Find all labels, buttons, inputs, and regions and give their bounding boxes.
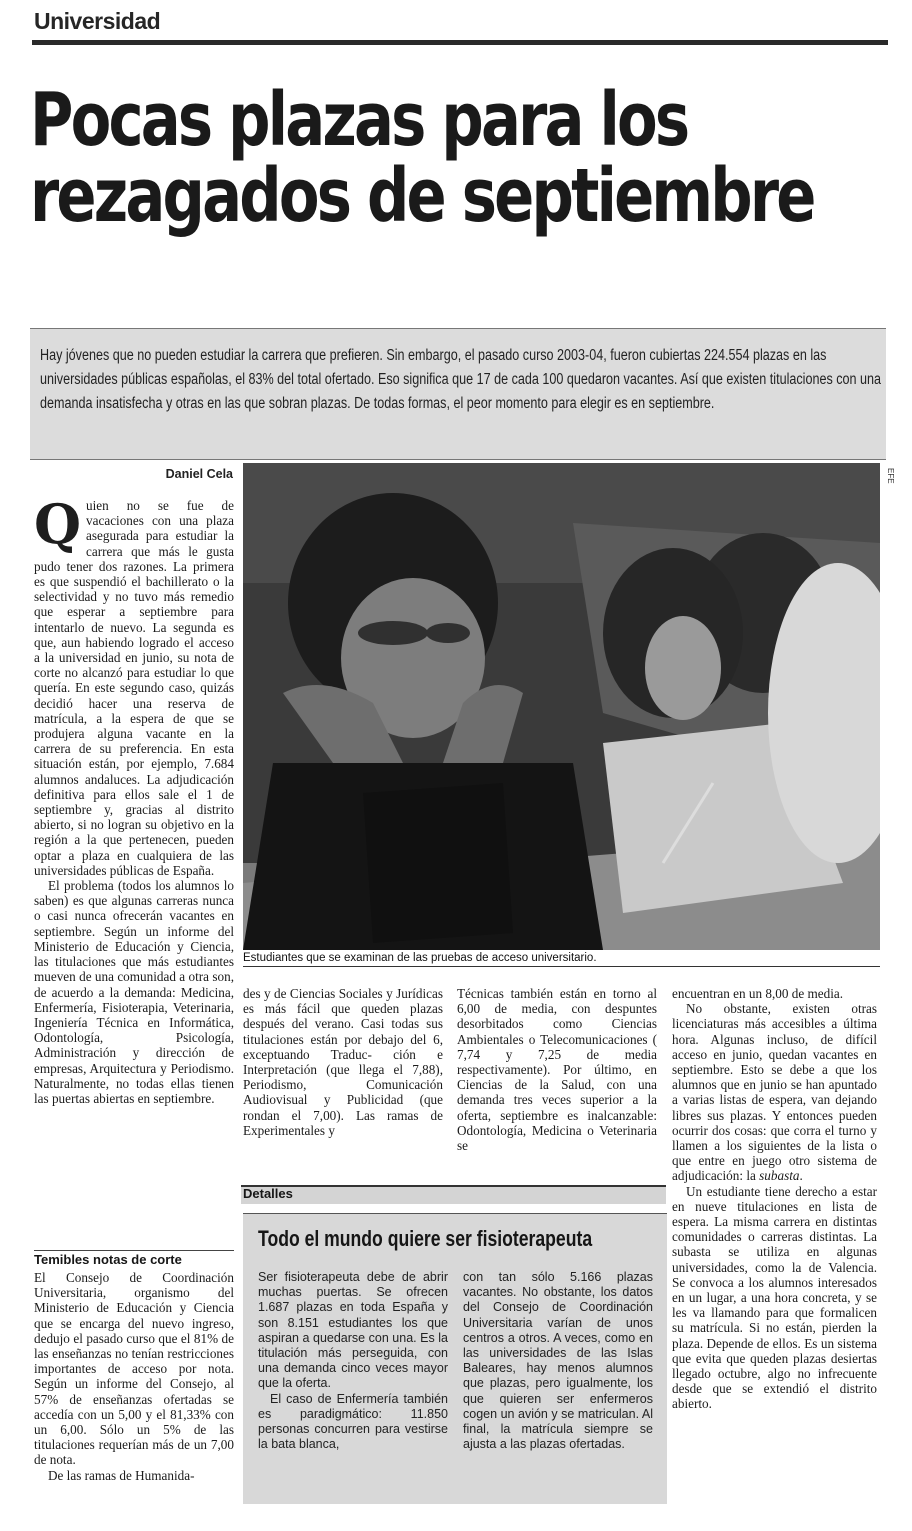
article-column-1 <box>34 492 234 1106</box>
column-3-text: Técnicas también están en torno al 6,00 de media, con despuntes desorbitados como Ciencias Ambientales o Telecomunicaciones ( 7,74 y 7,25 de media respectivamente). Por último, en Ciencias de la Salud, con una demanda tres veces superior a la oferta, septiembre es inalcanzable: Odontología, Medicina o Veterinaria se <box>457 986 657 1154</box>
headline <box>30 77 814 239</box>
section-label: Universidad <box>34 8 161 34</box>
article-column-3 <box>457 986 657 1153</box>
column-4-paragraph-2 <box>672 1001 877 1183</box>
article-paragraph-1 <box>34 492 234 878</box>
details-label: Detalles <box>243 1186 293 1201</box>
students-exam-illustration <box>243 463 880 950</box>
sidebar-column-1 <box>258 1270 448 1452</box>
column-4-paragraph-1: encuentran en un 8,00 de media. <box>672 986 844 1001</box>
lead-paragraph: Hay jóvenes que no pueden estudiar la carrera que prefieren. Sin embargo, el pasado curso 2003-04, fueron cubiertas 224.554 plazas en las universidades públicas españolas, el 83% del total ofertado. Eso significa que 17 de cada 100 quedaron vacantes. Así que existen titulaciones con una demanda insatisfecha y otras en las que sobran plazas. De todas formas, el peor momento para elegir es en septiembre. <box>40 347 882 412</box>
headline-line-1: Pocas plazas para los <box>30 77 688 163</box>
paragraph-1-text: uien no se fue de vacaciones con una plaza asegurada para estudiar la carrera que más le gusta pudo tener dos razones. La primera es que suspendió el bachillerato o la selectividad y no tuvo más remedio que esperar a septiembre para intentarlo de nuevo. La segunda es que, aun habiendo logrado el acceso a la universidad en junio, su nota de corte no alcanzó para estudiar lo que quería. En este segundo caso, quizás decidió hacer una reserva de matrícula, a la espera de que se produjera alguna vacante en la carrera de su preferencia. En esta situación están, por ejemplo, 7.684 alumnos andaluces. La adjudicación definitiva para ellos sale el 1 de septiembre y, gracias al distrito abierto, si no logran su objetivo en la región a la que pertenecen, pueden optar a plaza en cualquiera de las universidades públicas de España. <box>34 498 234 878</box>
sidebar-column-2 <box>463 1270 653 1452</box>
emphasis-subasta: subasta <box>759 1168 800 1184</box>
article-column-4 <box>672 986 877 1412</box>
photo-credit: EFE <box>886 468 895 484</box>
sidebar-title: Todo el mundo quiere ser fisioterapeuta <box>258 1226 593 1251</box>
article-column-2 <box>243 986 443 1138</box>
sidebar-paragraph-2: El caso de Enfermería también es paradigmático: 11.850 personas concurren para vestirse la bata blanca, <box>258 1391 448 1452</box>
photo-caption: Estudiantes que se examinan de las pruebas de acceso universitario. <box>243 950 880 967</box>
article-paragraph-3: El Consejo de Coordinación Universitaria, organismo del Ministerio de Educación y Ciencia que se encarga del nuevo ingreso, dedujo el pasado curso que el 81% de las enseñanzas no tenían restricciones importantes de acceso por nota. Según un informe del Consejo, al 57% de enseñanzas ofertadas se accedía con un 5,00 y el 81,33% con un 6,00. Sólo un 5% de las titulaciones requerían más de un 7,00 de nota. <box>34 1270 234 1468</box>
byline: Daniel Cela <box>165 467 233 481</box>
article-paragraph-2: El problema (todos los alumnos lo saben) es que algunas carreras nunca o casi nunca ofrecerán vacantes en septiembre. Según un informe del Ministerio de Educación y Ciencia, las titulaciones que más estudiantes mueven de una comunidad a otra son, de acuerdo a la demanda: Medicina, Enfermería, Fisioterapia, Veterinaria, Ingeniería Técnica en Informática, Odontología, Psicología, Administración y dirección de empresas, Arquitectura y Periodismo. Naturalmente, no todas ellas tienen las puertas abiertas en septiembre. <box>34 878 234 1106</box>
column-4-paragraph-2-end: . <box>799 1168 803 1184</box>
top-rule <box>32 40 888 45</box>
sidebar-paragraph-1: Ser fisioterapeuta debe de abrir muchas puertas. Se ofrecen 1.687 plazas en toda España y son 8.151 estudiantes los que aspiran a quedarse con una. Es la titulación más perseguida, con una demanda cinco veces mayor que la oferta. <box>258 1270 448 1391</box>
sidebar-paragraph-3: con tan sólo 5.166 plazas vacantes. No obstante, los datos del Consejo de Coordinación Universitaria varían de unos centros a otros. A veces, como en las universidades de las Islas Baleares, hay menos alumnos que plazas, pero igualmente, los que quieren ser enfermeros cogen un avión y se matriculan. Al final, la matrícula siempre se ajusta a las plazas ofertadas. <box>463 1270 653 1452</box>
article-paragraph-4: De las ramas de Humanida- <box>48 1467 195 1483</box>
details-bar <box>241 1185 666 1204</box>
column-2-text: des y de Ciencias Sociales y Jurídicas es más fácil que queden plazas después del verano. Casi todas sus titulaciones están por debajo del 6, exceptuando Traduc- ción e Interpretación (que llega el 7,88), Periodismo, Comunicación Audiovisual y Publicidad (que rondan el 7,00). Las ramas de Experimentales y <box>243 986 443 1138</box>
news-photo <box>243 463 880 950</box>
subheading: Temibles notas de corte <box>34 1250 234 1267</box>
headline-line-2: rezagados de septiembre <box>30 153 814 239</box>
drop-cap: Q <box>34 492 82 556</box>
article-column-1-continued <box>34 1270 234 1483</box>
column-4-paragraph-3: Un estudiante tiene derecho a estar en nueve titulaciones en lista de espera. La misma carrera en distintas comunidades o carreras distintas. La subasta se utiliza en algunas universidades, como la de Valencia. Se convoca a los alumnos interesados en un lugar, a una hora concreta, y se les va llamando para que formalicen su matrícula. Si no están, pierden la plaza. Depende de ellos. Es un sistema que evita que queden plazas desiertas llegado octubre, algo no infrecuente desde que se extendió el distrito abierto. <box>672 1183 877 1412</box>
column-4-paragraph-2-text: No obstante, existen otras licenciaturas más accesibles a última hora. Algunas incluso, de difícil acceso en junio, quedan vacantes en septiembre. Esto se debe a que los alumnos que en junio se han apuntado a varias listas de espera, van dejando libres sus plazas. Y entonces pueden ocurrir dos cosas: que corra el turno y llamen a los siguientes de la lista o que entre en juego otro sistema de adjudicación: la <box>672 1001 877 1184</box>
